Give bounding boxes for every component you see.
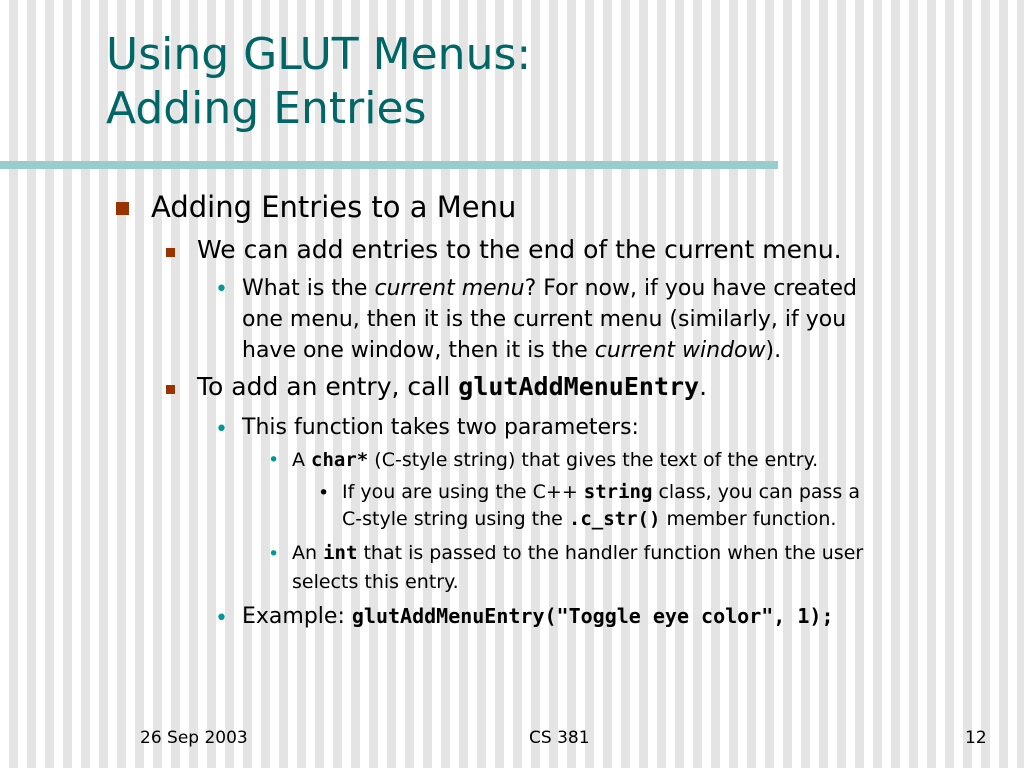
bullet-code: glutAddMenuEntry("Toggle eye color", 1); (351, 604, 834, 628)
bullet-text: that is passed to the handler function when the user (357, 542, 864, 564)
dot-bullet-icon: • (268, 543, 280, 565)
bullet-emphasis: current menu (374, 276, 525, 301)
bullet-text: . (699, 372, 708, 401)
bullet-text: (C-style string) that gives the text of the entry. (368, 449, 819, 471)
bullet-code: char* (311, 449, 369, 471)
bullet-level4-line2 (292, 571, 459, 593)
bullet-code: string (583, 481, 653, 503)
bullet-emphasis: current window (594, 338, 766, 363)
bullet-text: ). (765, 338, 782, 363)
bullet-text: To add an entry, call (197, 372, 459, 401)
square-bullet-icon (116, 202, 129, 215)
bullet-text: What is the (242, 276, 375, 301)
bullet-level4 (292, 449, 818, 471)
footer-date: 26 Sep 2003 (140, 728, 248, 748)
bullet-text: We can add entries to the end of the current menu. (197, 235, 842, 264)
bullet-level2 (197, 372, 707, 401)
bullet-text: An (292, 542, 324, 564)
square-bullet-icon (166, 385, 175, 394)
bullet-level5-line2 (342, 508, 836, 530)
bullet-text: C-style string using the (342, 508, 569, 530)
bullet-text: ? For now, if you have created (524, 276, 858, 301)
footer-page-number: 12 (965, 728, 987, 748)
footer-course: CS 381 (529, 728, 590, 748)
bullet-level5-line1 (342, 481, 860, 503)
bullet-code: .c_str() (568, 508, 661, 530)
bullet-level3-line2 (242, 307, 846, 332)
bullet-text: If you are using the C++ (342, 481, 584, 503)
bullet-text: A (292, 449, 312, 471)
square-bullet-icon (166, 248, 175, 257)
bullet-level3 (242, 415, 639, 440)
bullet-level2 (197, 235, 842, 264)
bullet-text: have one window, then it is the (242, 338, 595, 363)
bullet-level3-line3 (242, 338, 781, 363)
slide-title-line-2: Adding Entries (106, 83, 427, 134)
bullet-level3-example (242, 604, 834, 629)
dot-bullet-icon: • (268, 449, 280, 471)
dot-bullet-icon: • (215, 277, 228, 302)
dot-bullet-icon: • (318, 482, 330, 504)
bullet-text: Adding Entries to a Menu (151, 190, 517, 224)
bullet-text: member function. (660, 508, 837, 530)
bullet-text: selects this entry. (292, 571, 459, 593)
bullet-level4-line1 (292, 542, 863, 564)
bullet-code: int (323, 542, 358, 564)
dot-bullet-icon: • (215, 417, 228, 442)
bullet-level1 (151, 190, 516, 224)
bullet-text: one menu, then it is the current menu (similarly, if you (242, 307, 847, 332)
bullet-text: Example: (242, 604, 352, 629)
bullet-text: This function takes two parameters: (242, 415, 639, 440)
dot-bullet-icon: • (215, 606, 228, 631)
slide-title-line-1: Using GLUT Menus: (106, 29, 532, 80)
bullet-level3-line1 (242, 276, 857, 301)
bullet-code: glutAddMenuEntry (458, 372, 700, 401)
bullet-text: class, you can pass a (652, 481, 861, 503)
